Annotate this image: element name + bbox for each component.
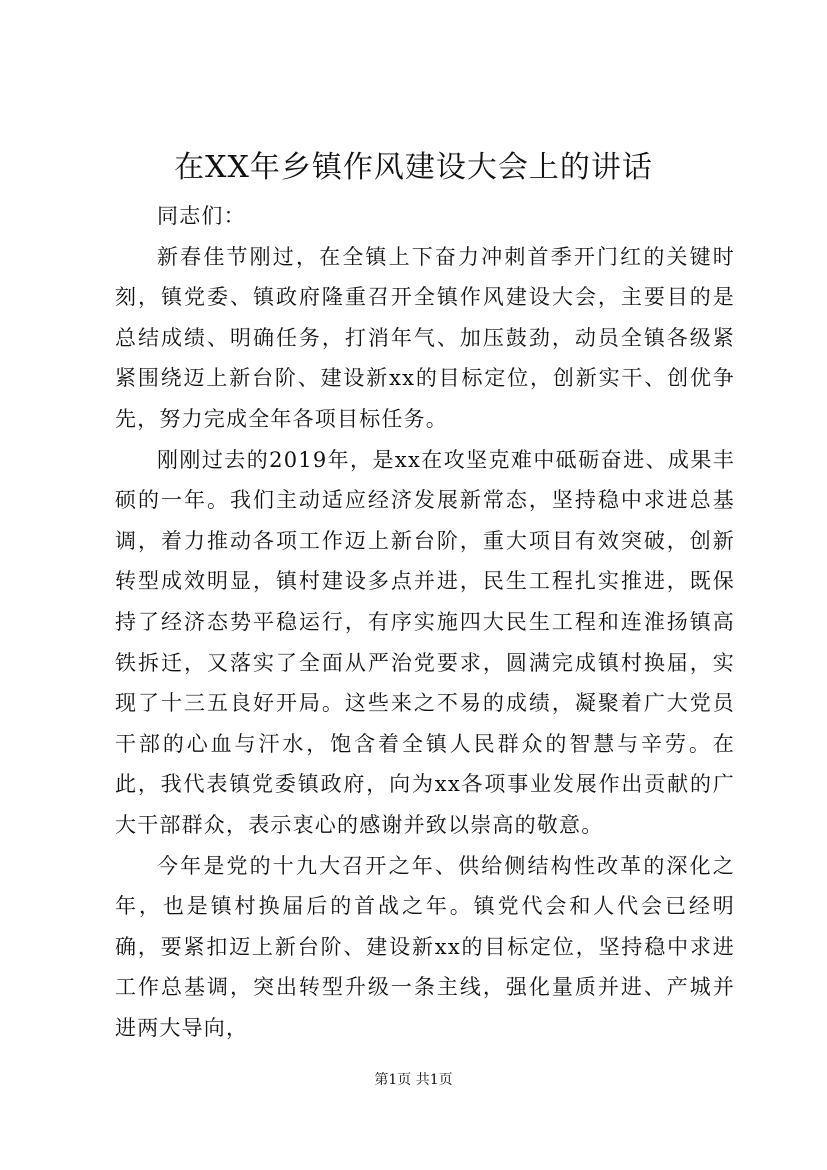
document-title: 在XX年乡镇作风建设大会上的讲话 xyxy=(174,150,653,185)
page-footer: 第1页 共1页 xyxy=(374,1072,453,1088)
paragraph-2: 刚刚过去的2019年，是xx在攻坚克难中砥砺奋进、成果丰硕的一年。我们主动适应经济发展新常态，坚持稳中求进总基调，着力推动各项工作迈上新台阶，重大项目有效突破，创新转型成效明显，镇村建设多点并进，民生工程扎实推进，既保持了经济态势平稳运行，有序实施四大民生工程和连淮扬镇高铁拆迁，又落实了全面从严治党要求，圆满完成镇村换届，实现了十三五良好开局。这些来之不易的成绩，凝聚着广大党员干部的心血与汗水，饱含着全镇人民群众的智慧与辛劳。在此，我代表镇党委镇政府，向为xx各项事业发展作出贡献的广大干部群众，表示衷心的感谢并致以崇高的敬意。 xyxy=(115,447,735,837)
paragraph-3: 今年是党的十九大召开之年、供给侧结构性改革的深化之年，也是镇村换届后的首战之年。镇党代会和人代会已经明确，要紧扣迈上新台阶、建设新xx的目标定位，坚持稳中求进工作总基调，突出转型升级一条主线，强化量质并进、产城并进两大导向， xyxy=(115,853,735,1040)
salutation: 同志们： xyxy=(157,204,246,228)
paragraph-1: 新春佳节刚过，在全镇上下奋力冲刺首季开门红的关键时刻，镇党委、镇政府隆重召开全镇作风建设大会，主要目的是总结成绩、明确任务，打消年气、加压鼓劲，动员全镇各级紧紧围绕迈上新台阶、建设新xx的目标定位，创新实干、创优争先，努力完成全年各项目标任务。 xyxy=(115,244,735,431)
document-body xyxy=(115,196,735,1048)
